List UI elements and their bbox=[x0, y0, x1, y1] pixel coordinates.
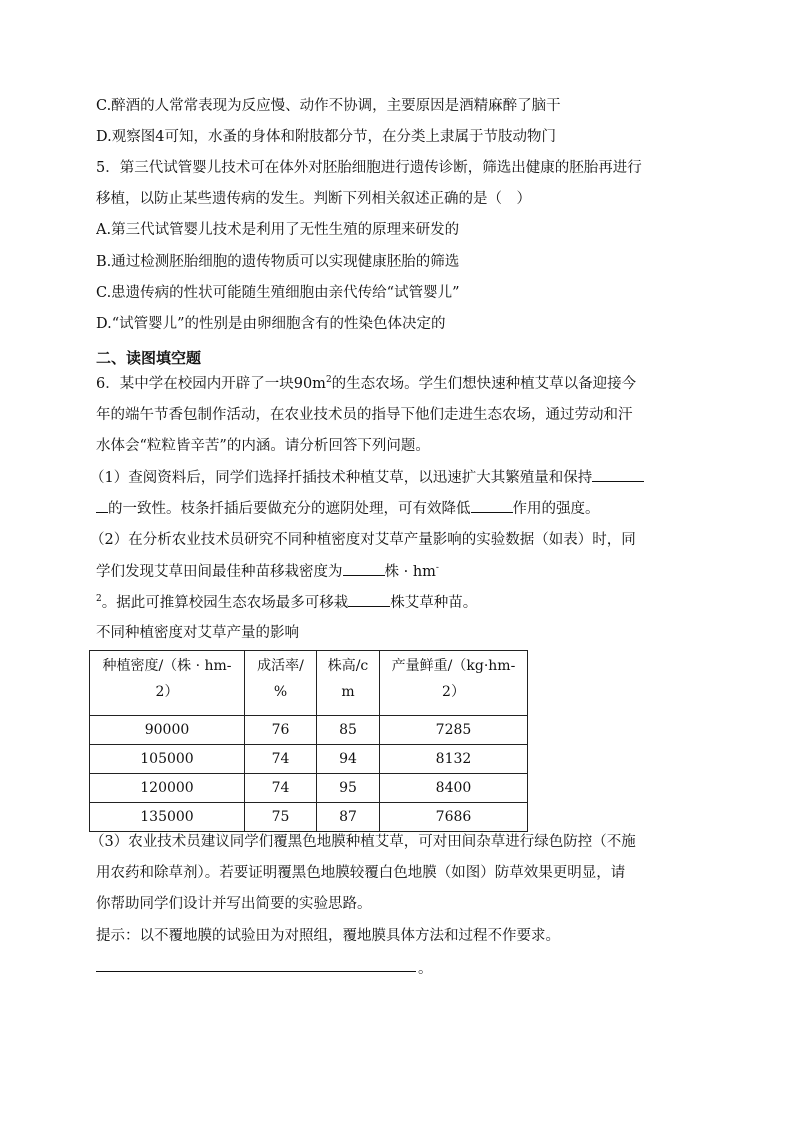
header-plant-height: 株高/c m bbox=[317, 651, 380, 716]
header-survival-rate: 成活率/ % bbox=[245, 651, 317, 716]
planting-density-table bbox=[89, 650, 528, 832]
answer-blank-1b[interactable] bbox=[96, 498, 108, 513]
part-2-text-b: 株 · hm bbox=[384, 564, 436, 580]
cell-height: 94 bbox=[317, 745, 380, 774]
question-5-line-2: 移植，以防止某些遗传病的发生。判断下列相关叙述正确的是（ ） bbox=[96, 191, 531, 207]
question-6-line-2: 年的端午节香包制作活动，在农业技术员的指导下他们走进生态农场，通过劳动和汗 bbox=[96, 407, 633, 423]
cell-density: 90000 bbox=[90, 716, 245, 745]
option-c-q4: C.醉酒的人常常表现为反应慢、动作不协调，主要原因是酒精麻醉了脑干 bbox=[96, 98, 561, 114]
cell-survival: 75 bbox=[245, 803, 317, 832]
part-1-line-2 bbox=[96, 498, 706, 519]
hint-text: 提示：以不覆地膜的试验田为对照组，覆地膜具体方法和过程不作要求。 bbox=[96, 928, 560, 944]
cell-height: 95 bbox=[317, 774, 380, 803]
answer-blank-1a[interactable] bbox=[592, 467, 644, 482]
part-3-line-2: 用农药和除草剂）。若要证明覆黑色地膜较覆白色地膜（如图）防草效果更明显，请 bbox=[96, 865, 626, 881]
table-row bbox=[90, 774, 528, 803]
option-d-q5: D.“试管婴儿”的性别是由卵细胞含有的性染色体决定的 bbox=[96, 316, 446, 332]
q6-text-b: 的生态农场。学生们想快速种植艾草以备迎接今 bbox=[331, 376, 637, 392]
cell-density: 120000 bbox=[90, 774, 245, 803]
question-6-line-1 bbox=[96, 374, 706, 394]
q6-text-a: 6．某中学在校园内开辟了一块90m bbox=[96, 376, 326, 392]
answer-line-experiment[interactable] bbox=[96, 970, 416, 972]
option-c-q5: C.患遗传病的性状可能随生殖细胞由亲代传给“试管婴儿” bbox=[96, 285, 460, 301]
header-density: 种植密度/（株 · hm- 2） bbox=[90, 651, 245, 716]
part-2-line-3 bbox=[96, 592, 706, 613]
question-6-line-3: 水体会“粒粒皆辛苦”的内涵。请分析回答下列问题。 bbox=[96, 438, 430, 454]
part-1-text-a: （1）查阅资料后，同学们选择扦插技术种植艾草，以迅速扩大其繁殖量和保持 bbox=[90, 470, 593, 486]
cell-yield: 8400 bbox=[380, 774, 528, 803]
part-1-text-b: 的一致性。枝条扦插后要做充分的遮阴处理，可有效降低 bbox=[108, 501, 471, 517]
cell-survival: 74 bbox=[245, 774, 317, 803]
table-row bbox=[90, 716, 528, 745]
cell-height: 85 bbox=[317, 716, 380, 745]
cell-density: 105000 bbox=[90, 745, 245, 774]
part-2-line-1: （2）在分析农业技术员研究不同种植密度对艾草产量影响的实验数据（如表）时，同 bbox=[90, 532, 636, 548]
option-d-q4: D.观察图4可知，水蚤的身体和附肢都分节，在分类上隶属于节肢动物门 bbox=[96, 129, 556, 145]
cell-height: 87 bbox=[317, 803, 380, 832]
part-1-line-1 bbox=[90, 467, 700, 488]
table-header-row bbox=[90, 651, 528, 716]
part-2-superscript-b: 2 bbox=[96, 594, 102, 605]
answer-blank-3[interactable] bbox=[343, 561, 385, 576]
option-a-q5: A.第三代试管婴儿技术是利用了无性生殖的原理来研发的 bbox=[96, 222, 460, 238]
cell-density: 135000 bbox=[90, 803, 245, 832]
table-caption: 不同种植密度对艾草产量的影响 bbox=[96, 625, 299, 641]
cell-yield: 7686 bbox=[380, 803, 528, 832]
part-1-text-c: 作用的强度。 bbox=[512, 501, 600, 517]
part-2-text-d: 株艾草种苗。 bbox=[390, 595, 478, 611]
option-b-q5: B.通过检测胚胎细胞的遗传物质可以实现健康胚胎的筛选 bbox=[96, 254, 460, 270]
q6-superscript: 2 bbox=[325, 375, 332, 386]
part-3-line-3: 你帮助同学们设计并写出简要的实验思路。 bbox=[96, 896, 372, 912]
part-3-line-1: （3）农业技术员建议同学们覆黑色地膜种植艾草，可对田间杂草进行绿色防控（不施 bbox=[90, 834, 636, 850]
part-2-line-2 bbox=[96, 561, 706, 582]
answer-blank-4[interactable] bbox=[348, 592, 390, 607]
table-row bbox=[90, 745, 528, 774]
part-2-text-c: 。据此可推算校园生态农场最多可移栽 bbox=[101, 595, 349, 611]
cell-yield: 8132 bbox=[380, 745, 528, 774]
answer-terminator: 。 bbox=[418, 961, 433, 977]
cell-survival: 76 bbox=[245, 716, 317, 745]
part-2-text-a: 学们发现艾草田间最佳种苗移栽密度为 bbox=[96, 564, 343, 580]
section-heading: 二、读图填空题 bbox=[96, 349, 202, 367]
cell-yield: 7285 bbox=[380, 716, 528, 745]
answer-blank-2[interactable] bbox=[471, 498, 513, 513]
question-5-line-1: 5．第三代试管婴儿技术可在体外对胚胎细胞进行遗传诊断，筛选出健康的胚胎再进行 bbox=[96, 160, 642, 176]
cell-survival: 74 bbox=[245, 745, 317, 774]
header-fresh-yield: 产量鲜重/（kg·hm- 2） bbox=[380, 651, 528, 716]
table-row bbox=[90, 803, 528, 832]
part-2-superscript-a: - bbox=[435, 563, 439, 574]
